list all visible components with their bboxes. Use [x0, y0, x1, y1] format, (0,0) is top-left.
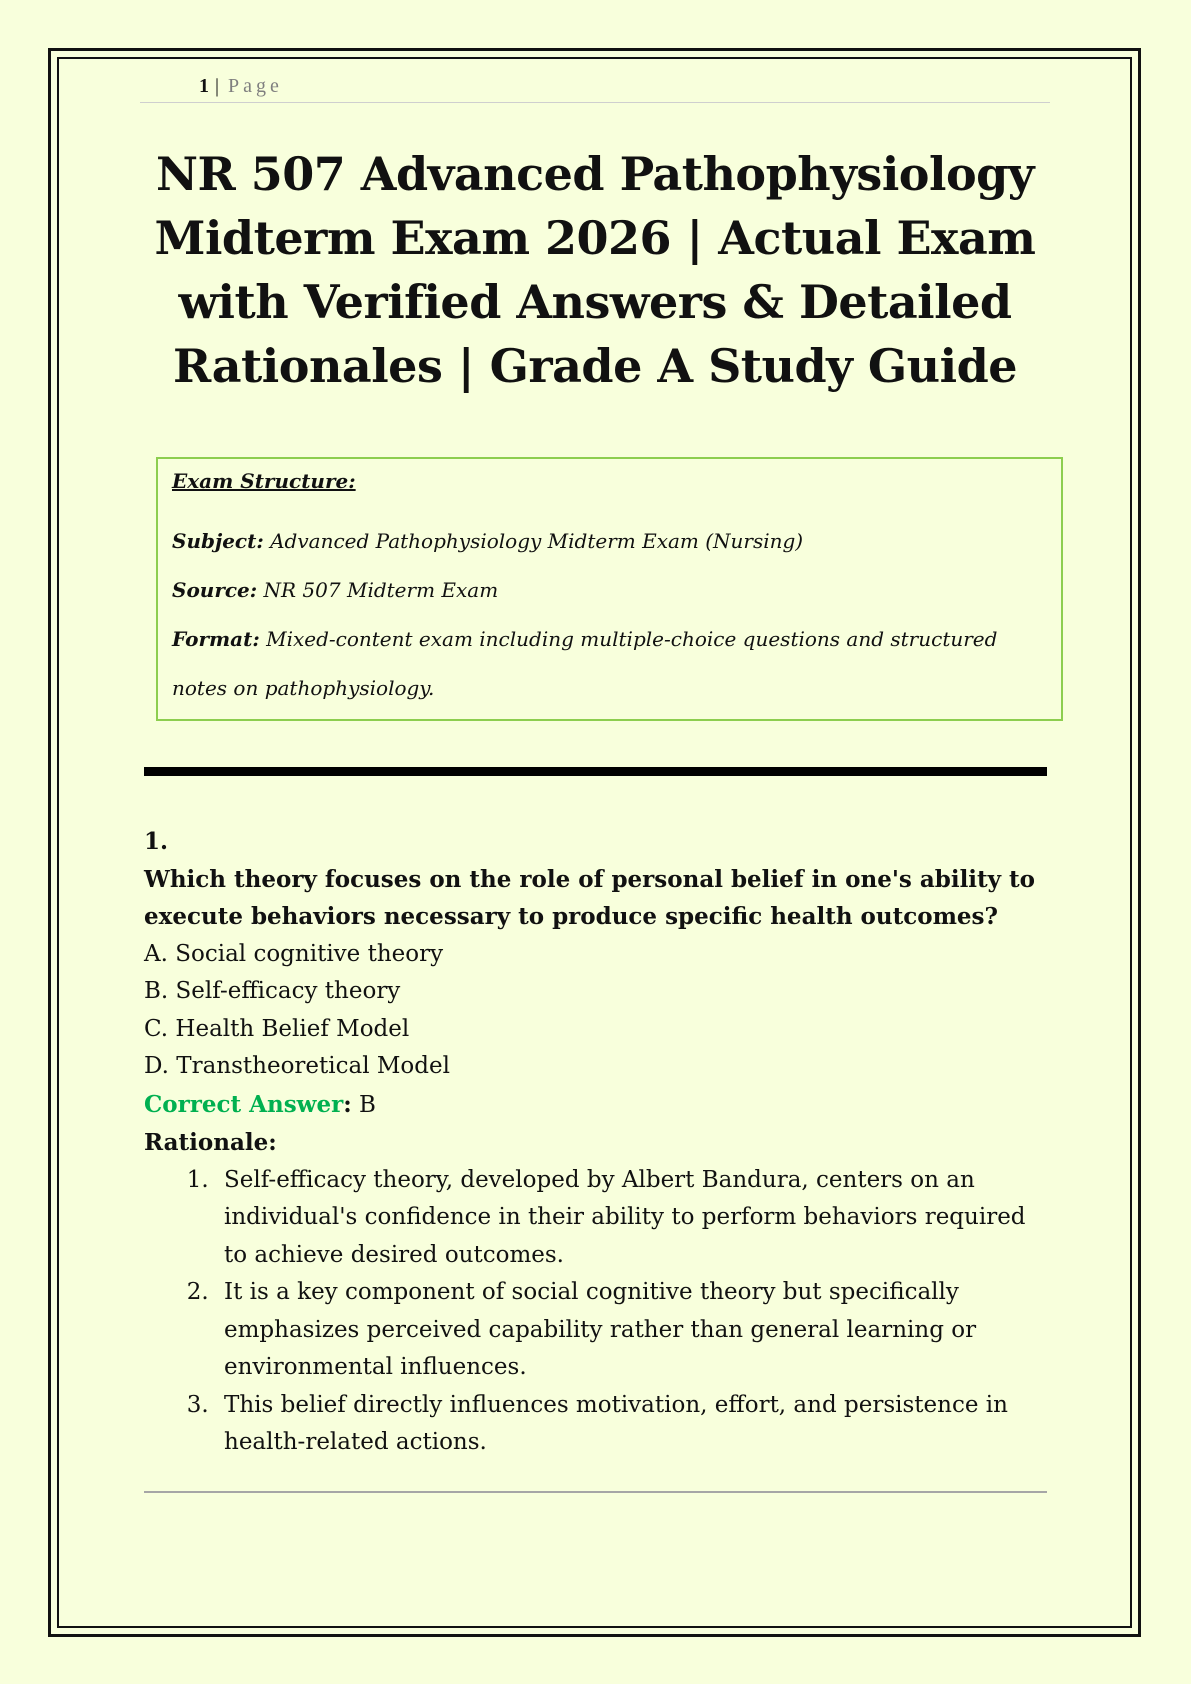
source-label: Source:: [172, 578, 258, 602]
subject-label: Subject:: [172, 529, 264, 553]
answer-option: D. Transtheoretical Model: [144, 1053, 450, 1079]
page-number: 1: [199, 75, 209, 97]
source-line: [172, 578, 498, 602]
question-text: Which theory focuses on the role of personal belief in one's ability to execute behaviors necessary to produce specific health outcomes?: [144, 865, 1036, 930]
rationale-label: Rationale:: [144, 1129, 277, 1156]
correct-answer-colon: :: [343, 1090, 352, 1118]
answer-option: C. Health Belief Model: [144, 1015, 410, 1042]
page-header: [140, 70, 1050, 103]
title-line: Rationales | Grade A Study Guide: [172, 339, 1018, 393]
format-label: Format:: [172, 627, 260, 651]
page-word: Page: [228, 75, 283, 97]
question-number: 1.: [144, 828, 169, 855]
question-block: [144, 823, 1054, 1462]
document-title: [140, 142, 1050, 398]
answer-option: A. Social cognitive theory: [144, 940, 444, 967]
rationale-item: 1. Self-efficacy theory, developed by Albert Bandura, centers on an individual's confidence in their ability to perform behaviors required to achieve desired outcomes.: [216, 1162, 1054, 1275]
title-line: NR 507 Advanced Pathophysiology: [155, 147, 1035, 201]
section-divider: [144, 767, 1047, 776]
subject-line: [172, 529, 803, 553]
source-value: NR 507 Midterm Exam: [263, 578, 499, 602]
correct-answer: [144, 1086, 1054, 1125]
title-line: Midterm Exam 2026 | Actual Exam: [154, 211, 1036, 265]
format-value: Mixed-content exam including multiple-choice questions and structured: [266, 627, 998, 651]
rationale-item: 2. It is a key component of social cognitive theory but specifically emphasizes perceived capability rather than general learning or environmental influences.: [216, 1274, 1054, 1387]
rationale-list: [144, 1162, 1054, 1462]
correct-answer-label: Correct Answer: [144, 1090, 344, 1118]
subject-value: Advanced Pathophysiology Midterm Exam (Nursing): [270, 529, 804, 553]
rationale-item: 3. This belief directly influences motivation, effort, and persistence in health-related actions.: [216, 1387, 1054, 1462]
format-line-continued: notes on pathophysiology.: [172, 676, 435, 700]
question-divider: [144, 1491, 1047, 1493]
answer-option: B. Self-efficacy theory: [144, 978, 401, 1004]
page-separator: |: [215, 75, 220, 97]
format-line: [172, 627, 997, 651]
exam-structure-box: [156, 457, 1063, 721]
exam-structure-heading: Exam Structure:: [172, 469, 356, 493]
correct-answer-value: B: [359, 1091, 376, 1118]
title-line: with Verified Answers & Detailed: [178, 275, 1012, 329]
